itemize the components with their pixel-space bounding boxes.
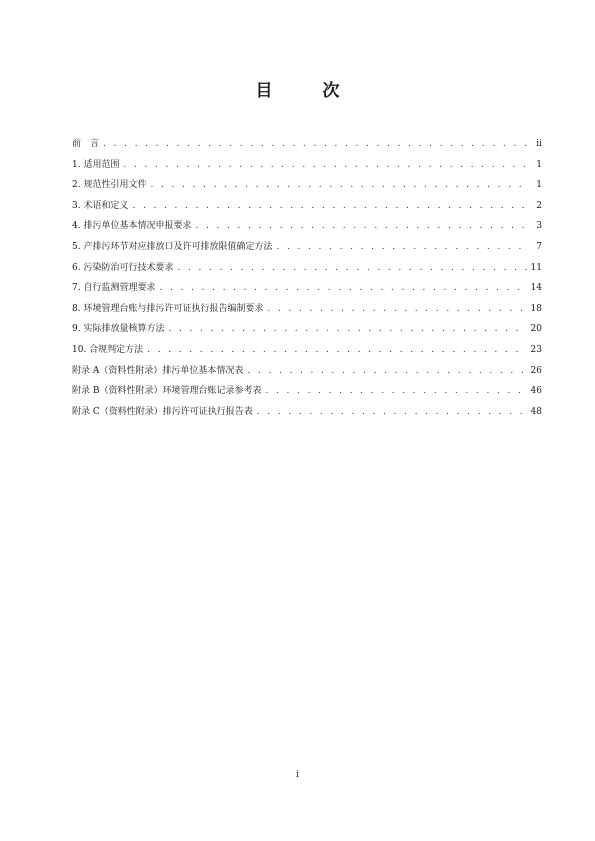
toc-entry-label: 3. 术语和定义 — [72, 200, 129, 211]
toc-entry-compliance[interactable] — [72, 340, 542, 361]
toc-leader-dots — [132, 196, 528, 217]
toc-entry-label: 附录 B（资料性附录）环境管理台账记录参考表 — [72, 386, 262, 397]
toc-entry-scope[interactable] — [72, 155, 542, 176]
toc-entry-terms-definitions[interactable] — [72, 196, 542, 217]
toc-entry-page: 20 — [530, 324, 542, 335]
toc-entry-page: 46 — [530, 386, 542, 397]
table-of-contents — [72, 134, 542, 422]
toc-entry-page: 1 — [536, 180, 542, 191]
toc-entry-page: 7 — [536, 241, 542, 252]
toc-entry-actual-emissions[interactable] — [72, 319, 542, 340]
toc-entry-page: 18 — [530, 303, 542, 314]
toc-leader-dots — [276, 237, 528, 258]
toc-leader-dots — [265, 381, 526, 402]
toc-entry-page: 26 — [530, 365, 542, 376]
page-number: i — [296, 770, 299, 780]
toc-leader-dots — [195, 216, 528, 237]
toc-entry-page: 1 — [536, 159, 542, 170]
toc-entry-label: 前 言 — [72, 139, 100, 149]
toc-leader-dots — [267, 299, 526, 320]
toc-leader-dots — [257, 402, 527, 423]
toc-leader-dots — [168, 319, 526, 340]
toc-entry-label: 6. 污染防治可行技术要求 — [72, 262, 174, 273]
toc-entry-label: 2. 规范性引用文件 — [72, 180, 147, 191]
toc-entry-label: 附录 A（资料性附录）排污单位基本情况表 — [72, 365, 244, 376]
toc-entry-basic-info[interactable] — [72, 216, 542, 237]
toc-leader-dots — [159, 278, 526, 299]
page-title: 目 次 — [255, 81, 362, 101]
toc-entry-page: 23 — [530, 344, 542, 355]
toc-entry-emission-limits[interactable] — [72, 237, 542, 258]
toc-entry-label: 附录 C（资料性附录）排污许可证执行报告表 — [72, 406, 253, 417]
toc-leader-dots — [103, 134, 528, 155]
toc-leader-dots — [177, 258, 526, 279]
toc-entry-label: 9. 实际排放量核算方法 — [72, 324, 165, 335]
toc-entry-label: 1. 适用范围 — [72, 159, 120, 170]
toc-entry-page: 48 — [530, 406, 542, 417]
toc-entry-label: 10. 合规判定方法 — [72, 344, 144, 355]
toc-entry-page: 2 — [536, 200, 542, 211]
toc-entry-appendix-c[interactable] — [72, 402, 542, 423]
toc-entry-appendix-b[interactable] — [72, 381, 542, 402]
toc-entry-self-monitoring[interactable] — [72, 278, 542, 299]
toc-entry-label: 7. 自行监测管理要求 — [72, 283, 156, 294]
toc-leader-dots — [147, 340, 526, 361]
toc-entry-normative-references[interactable] — [72, 175, 542, 196]
toc-leader-dots — [123, 155, 528, 176]
toc-entry-preface[interactable] — [72, 134, 542, 155]
toc-entry-pollution-control[interactable] — [72, 258, 542, 279]
toc-entry-page: 3 — [536, 221, 542, 232]
toc-entry-ledger-reports[interactable] — [72, 299, 542, 320]
toc-leader-dots — [150, 175, 528, 196]
toc-entry-appendix-a[interactable] — [72, 361, 542, 382]
toc-entry-label: 4. 排污单位基本情况申报要求 — [72, 221, 192, 232]
toc-entry-label: 5. 产排污环节对应排放口及许可排放限值确定方法 — [72, 241, 273, 252]
toc-entry-page: ii — [536, 139, 542, 149]
toc-entry-page: 11 — [530, 262, 542, 273]
toc-entry-label: 8. 环境管理台账与排污许可证执行报告编制要求 — [72, 303, 264, 314]
toc-leader-dots — [247, 361, 526, 382]
toc-entry-page: 14 — [530, 283, 542, 294]
